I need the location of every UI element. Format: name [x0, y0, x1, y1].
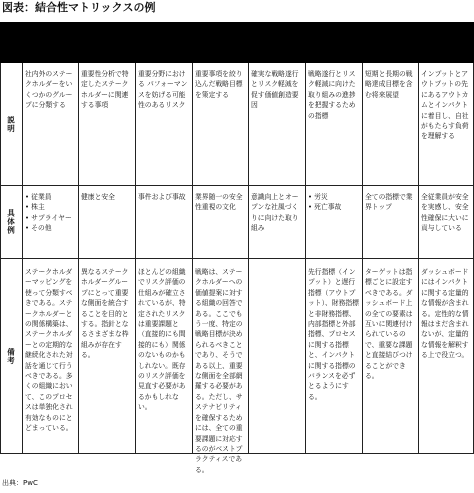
cell-description-8: インプットとアウトプットの先にあるアウトカムとインパクトに着目し、自社がもたらす負荷を理解する: [421, 70, 469, 141]
row-label-remarks: 備考: [6, 347, 16, 365]
cell-remarks-4: 戦略は、ステークホルダーへの価値提案に対する組織の回答である。ここでもう一度、特定の戦略目標が決められるべきことであり、そうである以上、重要な側面を全部網羅する必要がある。ただし、サステナビリティを確保するためには、全ての重要課題に対応するのがベストプラクティスである。: [195, 268, 243, 474]
list-item: • 株主: [25, 202, 76, 212]
indicator-list: [308, 192, 360, 213]
cell-remarks-7: ターゲットは指標ごとに設定すべきである。ダッシュボード上の全ての要素は互いに関連付けられているので、重要な課題と直接結びつけることができる。: [365, 268, 413, 381]
cell-examples-6: [306, 192, 362, 256]
cell-examples-7: 全ての指標で業界トップ: [365, 193, 413, 212]
cell-examples-8: 全従業員が安全を実感し、安全性確保に大いに貢与している: [421, 193, 469, 233]
list-item: • サプライヤー: [25, 213, 76, 223]
cell-remarks-5: [249, 267, 305, 452]
cell-description-6: 戦略遂行とリスク軽減に向けた取り組みの進捗を把握するための指標: [308, 70, 356, 120]
list-item: • その他: [25, 223, 76, 233]
cell-remarks-6: 先行指標（インプット）と遅行指標（アウトプット）、財務指標と非財務指標、内部指標と外部指標、プロセスに関する指標と、インパクトに関する指標のバランスを必ずとるようにする。: [308, 268, 359, 401]
cell-examples-1: [23, 192, 78, 256]
cell-remarks-3: ほとんどの組織でリスク評価の仕組みが確立されているが、特定されたリスクは重要課題と（直接的にも間接的にも）関係のないものかもしれない。既存のリスク評価を見直す必要があるかもしれない。: [138, 268, 186, 412]
list-item: • 労災: [308, 192, 360, 202]
grid-line: [0, 185, 474, 186]
cell-description-3: 重要分野における パフォーマンスを妨げる可能性のあるリスク: [138, 70, 188, 110]
stakeholder-list: [25, 192, 76, 234]
cell-description-1: 社内外のステークホルダーをいくつかのグループに分類する: [25, 70, 73, 110]
row-label-examples: 具体例: [6, 209, 16, 235]
cell-description-5: 確実な戦略遂行とリスク軽減を促す価値創造要因: [251, 70, 299, 110]
list-item: • 死亡事故: [308, 202, 360, 212]
cell-remarks-8: ダッシュボードにはインパクトに関する定量的な情報が含まれる。定性的な情報はまだ含まれないが、定量的な情報を解釈する上で役立つ。: [421, 268, 469, 360]
connectivity-matrix: [0, 22, 474, 474]
matrix-header-band: [0, 22, 474, 63]
source-note: 出典：PwC: [2, 479, 38, 487]
cell-description-4: 重要事項を絞り込んだ戦略目標を策定する: [195, 70, 243, 99]
cell-examples-2: 健康と安全: [81, 193, 115, 201]
cell-examples-5: 意識向上とオープンな社風づくりに向けた取り組み: [251, 193, 299, 233]
cell-description-7: 短期と長期の戦略達成目標を含む将来展望: [365, 70, 413, 99]
cell-remarks-1: ステークホルダーマッピングを使って分類すべきである。ステークホルダーとの関係構築は、ステークホルダーとの定期的な継続化された対話を通じて行うべきである。多くの組織において、このプロセスは単独化され有効なものにとどまっている。: [25, 268, 73, 433]
row-label-description: 説明: [6, 115, 16, 133]
cell-examples-4: 業界随一の安全性重視の文化: [195, 193, 243, 212]
list-item: • 従業員: [25, 192, 76, 202]
figure-title: 図表：結合性マトリックスの例: [2, 1, 156, 14]
cell-examples-3: 事件および事故: [138, 193, 186, 201]
cell-description-2: 重要性分析で特定したステークホルダーに関連する事項: [81, 70, 129, 110]
grid-line: [0, 258, 474, 259]
cell-remarks-2: 異なるステークホルダーグループにとって重要な側面を統合することを目的とする。指針となるさまざまな枠組みが存在する。: [81, 268, 129, 360]
